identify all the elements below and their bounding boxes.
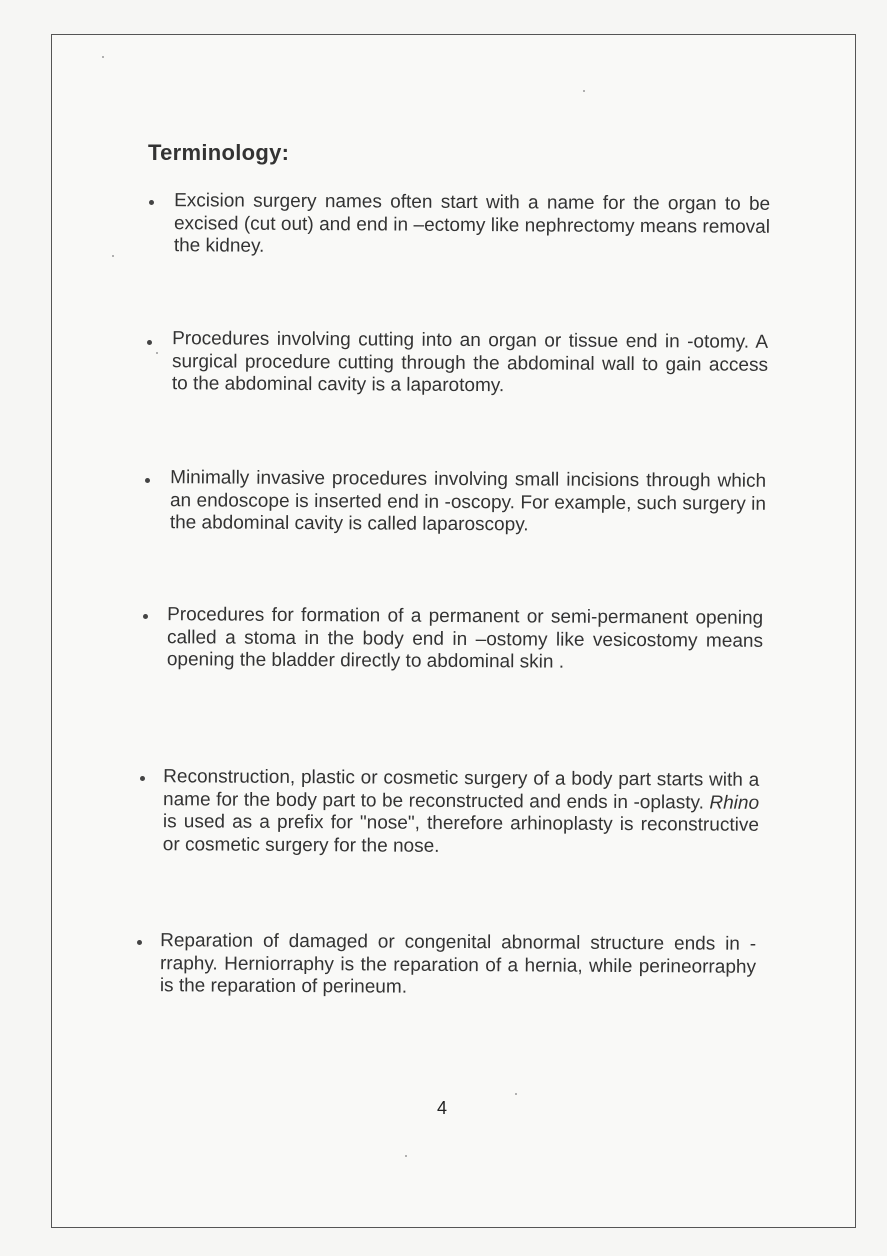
item-text: Procedures involving cutting into an organ or tissue end in -otomy. A surgical procedure cutting through the abdominal wall to gain access to the abdominal cavity is a laparotomy. — [171, 328, 769, 397]
term-item-oscopy — [170, 467, 766, 538]
item-text: is used as a prefix for "nose", therefore arhinoplasty is reconstructive or cosmetic surgery for the nose. — [162, 811, 759, 857]
item-text: Minimally invasive procedures involving small incisions through which an endoscope is inserted end in -oscopy. For example, such surgery in the abdominal cavity is called laparoscopy. — [169, 467, 767, 536]
scan-speck — [112, 255, 114, 257]
term-item-oplasty — [163, 766, 760, 860]
item-text: Reparation of damaged or congenital abnormal structure ends in -rraphy. Herniorraphy is the reparation of a hernia, while perineorraphy is the reparation of perineum. — [159, 930, 757, 998]
bullet-icon — [149, 200, 154, 205]
bullet-icon — [147, 340, 152, 345]
bullet-icon — [137, 940, 142, 945]
scan-speck — [515, 1093, 517, 1095]
item-text: Procedures for formation of a permanent or semi-permanent opening called a stoma in the body end in –ostomy like vesicostomy means opening the bladder directly to abdominal skin . — [166, 604, 764, 673]
bullet-icon — [140, 776, 145, 781]
scan-speck — [405, 1155, 407, 1157]
bullet-icon — [143, 614, 148, 619]
term-item-otomy — [172, 328, 768, 399]
item-text: Reconstruction, plastic or cosmetic surgery of a body part starts with a name for the body part to be reconstructed and ends in -oplasty. — [163, 766, 760, 814]
scan-speck — [102, 56, 104, 58]
page-number: 4 — [437, 1098, 448, 1118]
scan-speck — [583, 90, 585, 92]
term-item-rraphy — [160, 930, 756, 1001]
term-item-ostomy — [167, 604, 763, 675]
section-title: Terminology: — [148, 140, 290, 165]
term-item-ectomy — [174, 190, 770, 261]
bullet-icon — [145, 478, 150, 483]
scan-speck — [156, 352, 158, 354]
item-emphasis: Rhino — [709, 792, 760, 814]
item-text: Excision surgery names often start with a name for the organ to be excised (cut out) and end in –ectomy like nephrectomy means removal the kidney. — [173, 190, 771, 257]
